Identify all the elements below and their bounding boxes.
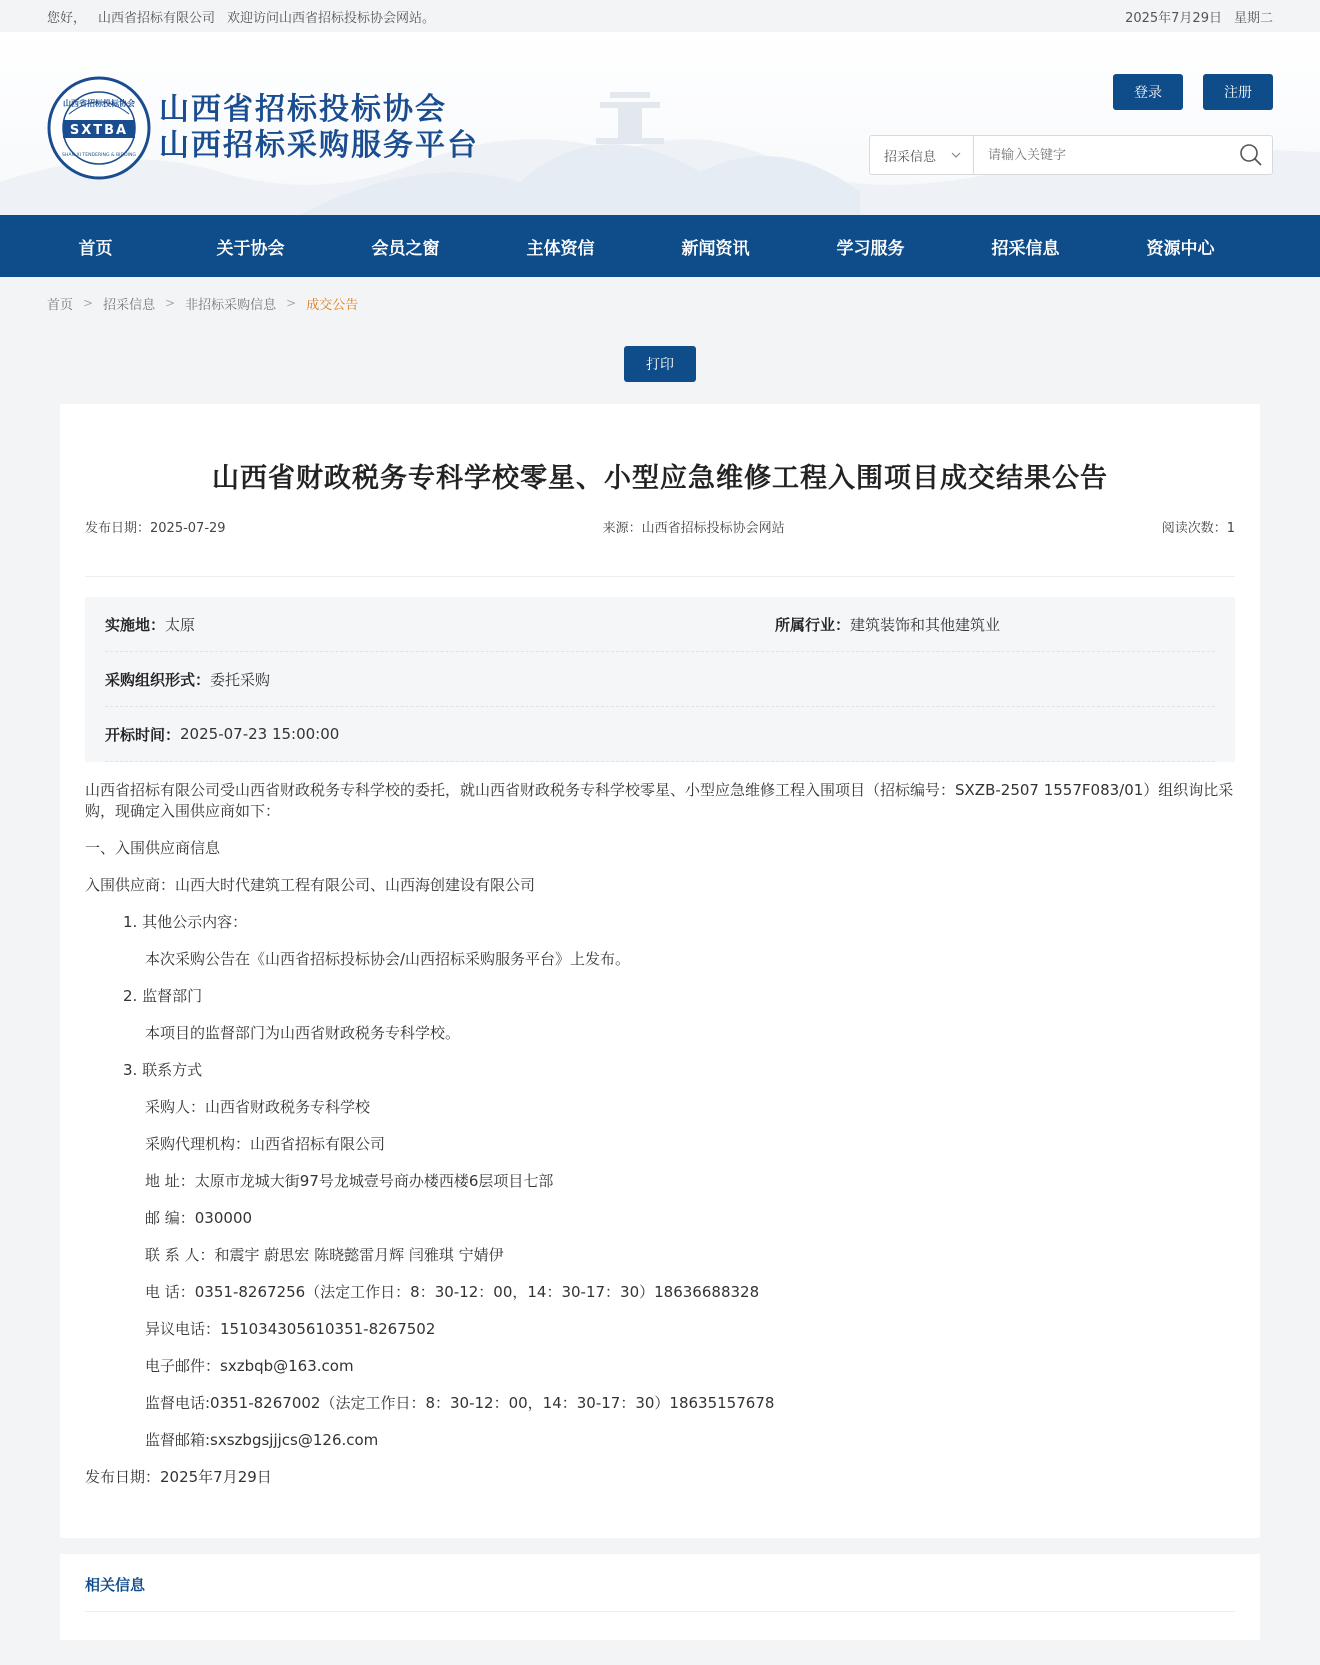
logo-title [159,92,479,164]
article [60,404,1260,1538]
article-title: 山西省财政税务专科学校零星、小型应急维修工程入围项目成交结果公告 [212,463,1108,494]
chevron-down-icon [951,152,961,158]
article-meta [85,517,1235,577]
company-name: 山西省招标有限公司 [98,10,216,26]
breadcrumb-current: 成交公告 [306,297,359,313]
logo-ring-text: 山西省招标投标协会 [63,99,135,108]
open-time-value: 2025-07-23 15:00:00 [180,725,340,743]
supervision-text: 本项目的监督部门为山西省财政税务专科学校。 [145,1024,461,1042]
other-text: 本次采购公告在《山西省招标投标协会/山西招标采购服务平台》上发布。 [145,950,631,968]
email-text: 电子邮件：sxzbqb@163.com [145,1357,354,1375]
date-display [1113,7,1273,26]
industry-label: 所属行业： [775,615,851,634]
nav-members[interactable]: 会员之窗 [371,238,440,259]
postcode-text: 邮 编：030000 [145,1209,253,1227]
location-value: 太原 [165,615,196,634]
nav-home[interactable]: 首页 [78,238,113,259]
industry-value: 建筑装饰和其他建筑业 [850,615,1001,634]
welcome-text [47,7,447,26]
current-weekday: 星期二 [1233,10,1273,26]
chevron-right-icon: > [286,296,297,310]
open-time-label: 开标时间： [105,725,181,744]
suppliers-paragraph: 入围供应商：山西大时代建筑工程有限公司、山西海创建设有限公司 [85,876,536,894]
view-count: 阅读次数：1 [1161,521,1235,536]
auth-buttons [1113,74,1273,110]
site-header [0,32,1320,215]
breadcrumb-procurement[interactable]: 招采信息 [103,297,156,313]
top-bar [0,0,1320,32]
info-row [105,707,1215,762]
supervise-phone-text: 监督电话:0351-8267002（法定工作日：8：30-12：00，14：30-17：30）18635157678 [145,1394,775,1412]
related-section [60,1554,1260,1640]
list-item-contact: 3. 联系方式 [123,1061,203,1079]
article-body [85,780,1235,1488]
register-button[interactable]: 注册 [1203,74,1273,110]
breadcrumb [0,277,1320,329]
buyer-text: 采购人：山西省财政税务专科学校 [145,1098,371,1116]
info-row [105,652,1215,707]
info-box [85,597,1235,762]
info-row [105,597,1215,652]
logo-line-1: 山西省招标投标协会 [159,92,447,127]
nav-learning[interactable]: 学习服务 [836,238,905,259]
nav-news[interactable]: 新闻资讯 [681,238,750,259]
search-icon[interactable] [1230,136,1272,174]
footer-date: 发布日期：2025年7月29日 [85,1468,272,1486]
breadcrumb-home[interactable]: 首页 [47,297,74,313]
agency-text: 采购代理机构：山西省招标有限公司 [145,1135,386,1153]
site-logo[interactable] [47,76,479,180]
print-button[interactable]: 打印 [624,346,696,382]
section-heading: 一、入围供应商信息 [85,839,221,857]
search-category-select[interactable] [870,136,974,174]
nav-resources[interactable]: 资源中心 [1146,238,1215,259]
list-item-supervision: 2. 监督部门 [123,987,203,1005]
logo-line-2: 山西招标采购服务平台 [159,128,479,163]
publish-date: 发布日期：2025-07-29 [85,521,226,536]
chevron-right-icon: > [165,296,176,310]
nav-credit[interactable]: 主体资信 [526,238,595,259]
logo-abbr: SXTBA [69,123,129,138]
location-label: 实施地： [105,615,166,634]
address-text: 地 址：太原市龙城大街97号龙城壹号商办楼西楼6层项目七部 [145,1172,554,1190]
form-label: 采购组织形式： [105,670,211,689]
search-bar [869,135,1273,175]
article-source: 来源：山西省招标投标协会网站 [602,521,785,536]
logo-ring-en: SHAN XI TENDERING & BIDDING [62,153,136,158]
nav-procurement[interactable]: 招采信息 [991,238,1060,259]
chevron-right-icon: > [83,296,94,310]
contact-text: 联 系 人：和震宇 蔚思宏 陈晓懿雷月辉 闫雅琪 宁婧伊 [145,1246,504,1264]
form-value: 委托采购 [210,670,271,689]
print-row [0,329,1320,395]
logo-emblem-icon [47,76,151,180]
search-category-label: 招采信息 [884,149,937,165]
objection-phone-text: 异议电话：151034305610351-8267502 [145,1320,436,1338]
main-nav [0,215,1320,277]
phone-text: 电 话：0351-8267256（法定工作日：8：30-12：00，14：30-17：30）18636688328 [145,1283,760,1301]
related-heading: 相关信息 [85,1574,1235,1612]
intro-paragraph: 山西省招标有限公司受山西省财政税务专科学校的委托，就山西省财政税务专科学校零星、小型应急维修工程入围项目（招标编号：SXZB-2507 1557F083/01）组织询比采购，现确定入围供应商如下： [85,781,1234,820]
greeting: 您好， [47,10,87,26]
login-button[interactable]: 登录 [1113,74,1183,110]
nav-about[interactable]: 关于协会 [216,238,285,259]
current-date: 2025年7月29日 [1125,10,1222,26]
breadcrumb-non-tender[interactable]: 非招标采购信息 [185,297,277,313]
search-input[interactable] [974,136,1230,174]
supervise-email-text: 监督邮箱:sxszbgsjjjcs@126.com [145,1431,379,1449]
welcome-message: 欢迎访问山西省招标投标协会网站。 [227,10,436,26]
list-item-other: 1. 其他公示内容： [123,913,248,931]
